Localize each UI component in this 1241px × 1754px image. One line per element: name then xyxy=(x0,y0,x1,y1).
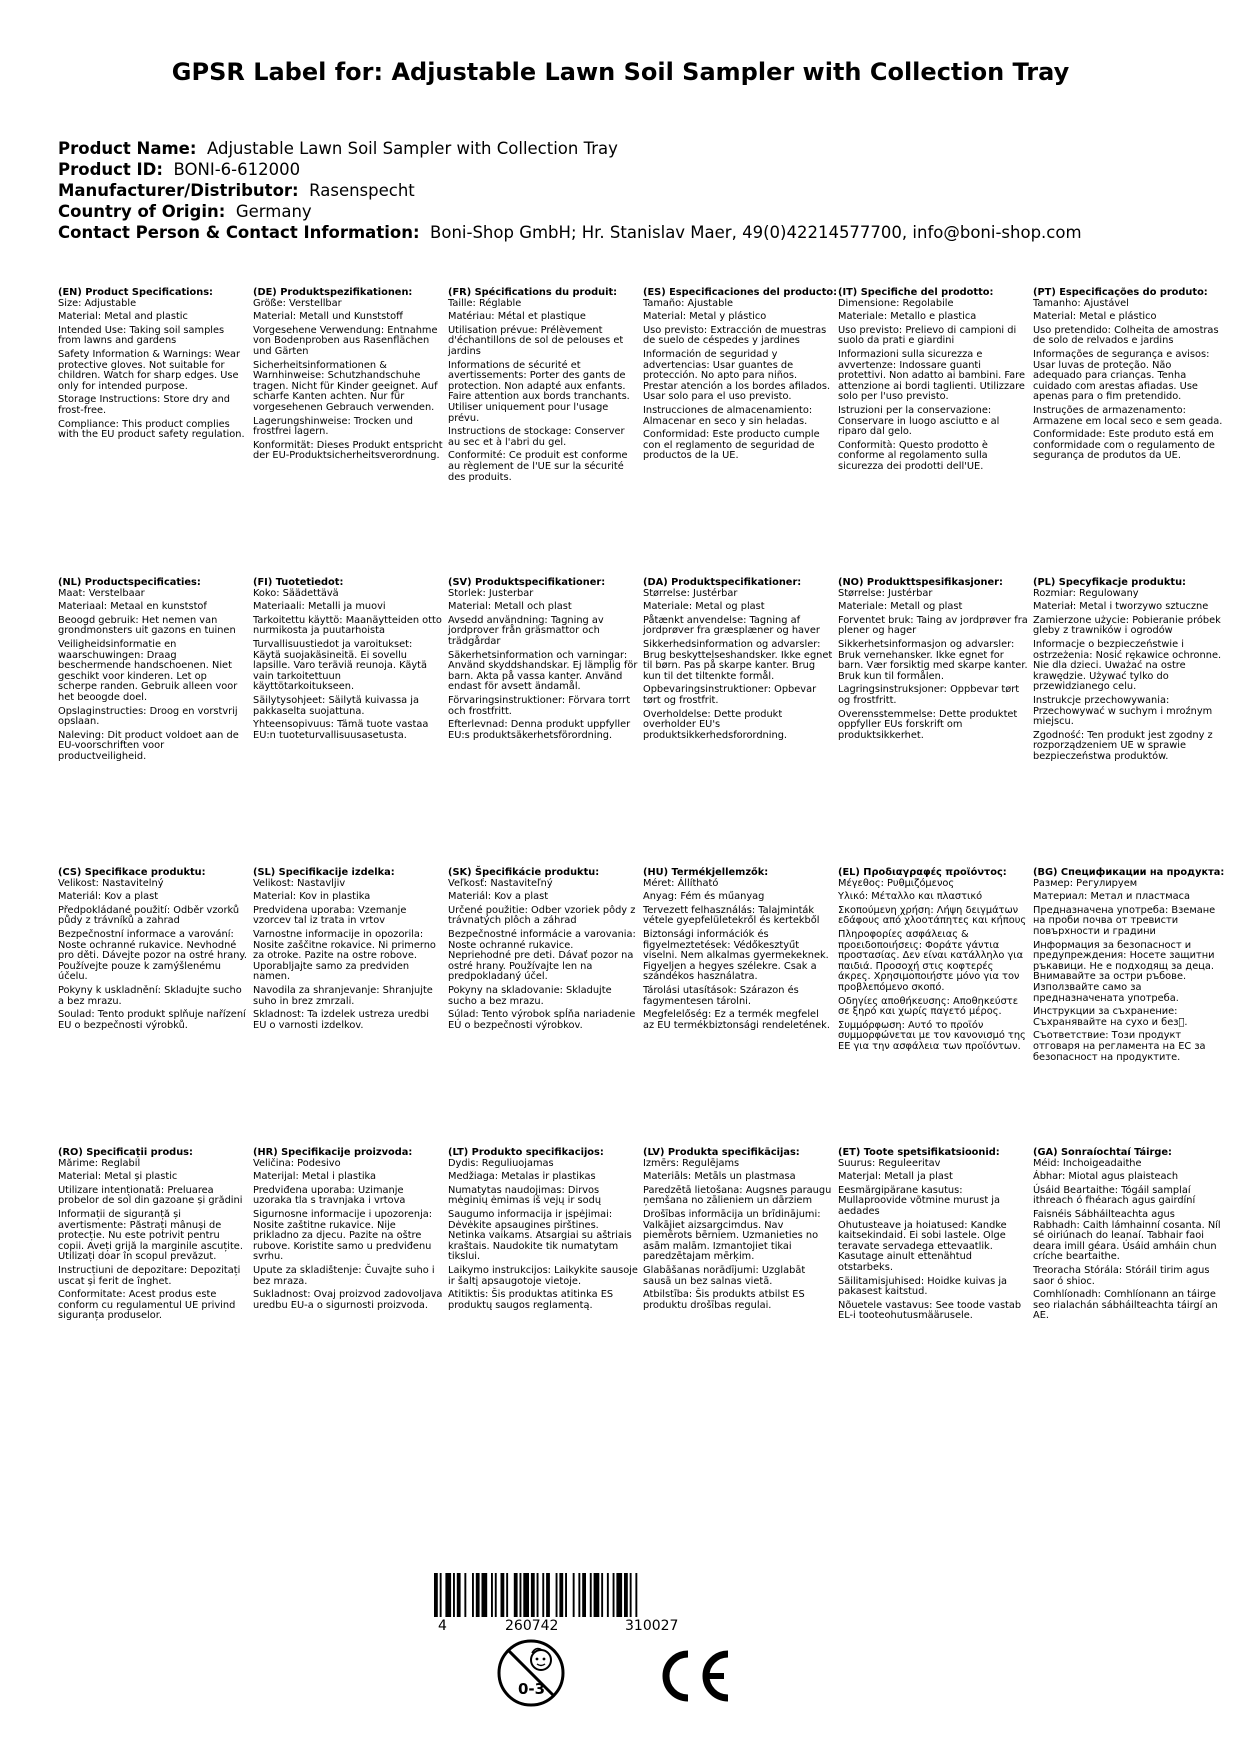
spec-line: Информация за безопасност и предупреждения: Носете защитни ръкавици. Не е подходящ за деца. Внимавайте за остри ръбове. Използвайте само за предназначената употреба. xyxy=(1033,939,1215,1004)
spec-line: Sukladnost: Ovaj proizvod zadovoljava uredbu EU-a o sigurnosti proizvoda. xyxy=(253,1289,443,1311)
spec-line: Материал: Метал и пластмаса xyxy=(1033,891,1191,903)
spec-line: Matériau: Métal et plastique xyxy=(448,311,586,323)
spec-heading: (ET) Toote spetsifikatsioonid: xyxy=(838,1147,1000,1158)
spec-line: Tamanho: Ajustável xyxy=(1033,297,1129,309)
product-id-row xyxy=(58,159,1082,180)
spec-line: Conformidad: Este producto cumple con el reglamento de seguridad de productos de la UE. xyxy=(643,429,820,462)
language-spec-block xyxy=(58,868,248,1034)
spec-line: Drošības informācija un brīdinājumi: Valkājiet aizsargcimdus. Nav piemērots bērniem. Uzmanieties no asām malām. Izmantojiet tikai paredzētajam mērķim. xyxy=(643,1208,821,1263)
spec-line: Naleving: Dit product voldoet aan de EU-voorschriften voor productveiligheid. xyxy=(58,729,239,762)
spec-line: Opslaginstructies: Droog en vorstvrij opslaan. xyxy=(58,705,238,728)
spec-line: Anyag: Fém és műanyag xyxy=(643,891,765,903)
spec-line: Storlek: Justerbar xyxy=(448,587,534,599)
spec-line: Materijal: Metal i plastika xyxy=(253,1171,377,1183)
barcode-icon xyxy=(434,1573,704,1617)
language-spec-block xyxy=(838,288,1028,476)
spec-line: Určené použitie: Odber vzoriek pôdy z trávnatých plôch a záhrad xyxy=(448,904,636,927)
language-spec-block xyxy=(448,1148,638,1314)
language-spec-block xyxy=(448,578,638,744)
spec-line: Súlad: Tento výrobok spĺňa nariadenie EÚ o bezpečnosti výrobkov. xyxy=(448,1009,636,1031)
spec-line: Informações de segurança e avisos: Usar luvas de proteção. Não adequado para crianças. Tenha cuidado com arestas afiadas. Use apenas para o fim pretendido. xyxy=(1033,348,1210,403)
spec-line: Uso previsto: Extracción de muestras de suelo de céspedes y jardines xyxy=(643,324,827,347)
spec-line: Υλικό: Μέταλλο και πλαστικό xyxy=(838,891,983,903)
spec-line: Съответствие: Този продукт отговаря на регламента на ЕС за безопасност на продуктите. xyxy=(1033,1030,1206,1063)
spec-line: Bezpečnostné informácie a varovania: Noste ochranné rukavice. Nepriehodné pre deti. Dávať pozor na ostré hrany. Používajte len na predpokladaný účel. xyxy=(448,928,636,983)
language-spec-block xyxy=(838,1148,1028,1325)
language-spec-block xyxy=(58,288,248,444)
spec-heading: (SV) Produktspecifikationer: xyxy=(448,577,606,588)
spec-line: Medžiaga: Metalas ir plastikas xyxy=(448,1171,596,1183)
spec-heading: (FR) Spécifications du produit: xyxy=(448,287,618,298)
spec-line: Informazioni sulla sicurezza e avvertenze: Indossare guanti protettivi. Non adatto ai bambini. Fare attenzione ai bordi taglienti. Utilizzare solo per l'uso previsto. xyxy=(838,348,1025,403)
spec-line: Información de seguridad y advertencias: Usar guantes de protección. No apto para niños. Prestar atención a los bordes afilados. Usar solo para el uso previsto. xyxy=(643,348,831,403)
spec-line: Numatytas naudojimas: Dirvos mėginių ėmimas iš vejų ir sodų xyxy=(448,1184,602,1207)
spec-line: Istruzioni per la conservazione: Conservare in luogo asciutto e al riparo dal gelo. xyxy=(838,404,1000,438)
spec-line: Material: Metal e plástico xyxy=(1033,311,1157,323)
manufacturer-row xyxy=(58,180,1082,201)
spec-line: Úsáid Beartaithe: Tógáil samplaí ithreach ó fhéarach agus gairdíní xyxy=(1033,1184,1196,1207)
spec-line: Utilizare intenționată: Preluarea probelor de sol din gazoane și grădini xyxy=(58,1184,243,1207)
spec-line: Vorgesehene Verwendung: Entnahme von Bodenproben aus Rasenflächen und Gärten xyxy=(253,324,438,357)
spec-line: Méret: Állítható xyxy=(643,877,719,889)
spec-heading: (BG) Спецификации на продукта: xyxy=(1033,867,1225,878)
spec-line: Turvallisuustiedot ja varoitukset: Käytä suojakäsineitä. Ei sovellu lapsille. Varo teräviä reunoja. Käytä vain tarkoitettuun käyttötarkoitukseen. xyxy=(253,638,427,693)
spec-line: Materiál: Kov a plast xyxy=(58,891,159,903)
spec-line: Säilitamisjuhised: Hoidke kuivas ja pakasest kaitstud. xyxy=(838,1275,1008,1298)
spec-line: Sicherheitsinformationen & Warnhinweise: Schutzhandschuhe tragen. Nicht für Kinder geeignet. Auf scharfe Kanten achten. Nur für vorgesehenen Gebrauch verwenden. xyxy=(253,359,438,413)
spec-line: Materiál: Kov a plast xyxy=(448,891,549,903)
spec-line: Navodila za shranjevanje: Shranjujte suho in brez zmrzali. xyxy=(253,984,433,1007)
spec-heading: (SL) Specifikacije izdelka: xyxy=(253,867,395,878)
spec-line: Μέγεθος: Ρυθμιζόμενος xyxy=(838,877,955,889)
spec-line: Dimensione: Regolabile xyxy=(838,297,954,309)
spec-line: Tárolási utasítások: Szárazon és fagymentesen tárolni. xyxy=(643,984,799,1007)
language-spec-block xyxy=(643,1148,833,1314)
contact-value: Boni-Shop GmbH; Hr. Stanislav Maer, 49(0)42214577700, info@boni-shop.com xyxy=(430,223,1082,242)
spec-line: Предназначена употреба: Вземане на проби почва от тревисти повърхности и градини xyxy=(1033,904,1216,937)
language-spec-block xyxy=(253,288,443,465)
language-spec-block xyxy=(643,287,838,465)
spec-heading: (FI) Tuotetiedot: xyxy=(253,577,344,588)
spec-line: Eesmärgipärane kasutus: Mullaproovide võtmine murust ja aedades xyxy=(838,1184,1001,1217)
spec-line: Saugumo informacija ir įspėjimai: Dėvėkite apsaugines pirštines. Netinka vaikams. Atsargiai su aštriais kraštais. Naudokite tik numatytam tikslui. xyxy=(448,1208,632,1263)
spec-line: Instrucciones de almacenamiento: Almacenar en seco y sin heladas. xyxy=(643,404,813,427)
spec-heading: (PL) Specyfikacje produktu: xyxy=(1033,577,1186,588)
language-spec-block xyxy=(253,1148,443,1314)
spec-line: Faisnéis Sábháilteachta agus Rabhadh: Caith lámhainní cosanta. Níl sé oiriúnach do leanaí. Tabhair faoi deara imill géara. Úsáid amháin chun críche beartaithe. xyxy=(1033,1208,1221,1263)
product-id-value: BONI-6-612000 xyxy=(173,160,301,179)
spec-line: Conformidade: Este produto está em conformidade com o regulamento de segurança de produtos da UE. xyxy=(1033,429,1215,462)
spec-line: Zgodność: Ten produkt jest zgodny z rozporządzeniem UE w sprawie bezpieczeństwa produktów. xyxy=(1033,729,1213,762)
spec-line: Konformität: Dieses Produkt entspricht der EU-Produktsicherheitsverordnung. xyxy=(253,439,443,462)
spec-heading: (EL) Προδιαγραφές προϊόντος: xyxy=(838,867,1007,878)
spec-line: Mărime: Reglabil xyxy=(58,1157,141,1169)
spec-line: Size: Adjustable xyxy=(58,297,137,309)
spec-line: Οδηγίες αποθήκευσης: Αποθηκεύστε σε ξηρό και χωρίς παγετό μέρος. xyxy=(838,995,1018,1018)
language-spec-block xyxy=(1033,578,1223,766)
spec-line: Conformitate: Acest produs este conform cu regulamentul UE privind siguranța produselor. xyxy=(58,1289,236,1322)
spec-line: Instrukcje przechowywania: Przechowywać w suchym i mroźnym miejscu. xyxy=(1033,694,1213,728)
spec-heading: (NL) Productspecificaties: xyxy=(58,577,201,588)
spec-heading: (HR) Specifikacije proizvoda: xyxy=(253,1147,413,1158)
spec-line: Συμμόρφωση: Αυτό το προϊόν συμμορφώνεται με τον κανονισμό της ΕΕ για την ασφάλεια των προϊόντων. xyxy=(838,1019,1026,1052)
spec-line: Materiāls: Metāls un plastmasa xyxy=(643,1171,796,1183)
language-spec-block xyxy=(253,578,443,744)
spec-line: Velikost: Nastavitelný xyxy=(58,877,164,889)
spec-line: Informations de sécurité et avertissements: Porter des gants de protection. Non adapté aux enfants. Faire attention aux bords tranchants. Utiliser uniquement pour l'usage prévu. xyxy=(448,359,630,424)
spec-line: Skladnost: Ta izdelek ustreza uredbi EU o varnosti izdelkov. xyxy=(253,1009,429,1031)
spec-line: Informacje o bezpieczeństwie i ostrzeżenia: Nosić rękawice ochronne. Nie dla dzieci. Uważać na ostre krawędzie. Używać tylko do przewidzianego celu. xyxy=(1033,638,1222,693)
spec-line: Materiale: Metallo e plastica xyxy=(838,311,977,323)
spec-line: Instruções de armazenamento: Armazene em local seco e sem geada. xyxy=(1033,404,1223,427)
language-spec-block xyxy=(838,868,1028,1056)
language-spec-block xyxy=(1033,868,1223,1066)
spec-line: Biztonsági információk és figyelmeztetések: Védőkesztyűt viselni. Nem alkalmas gyermekeknek. Figyeljen a hegyes szélekre. Csak a szándékos használatra. xyxy=(643,928,829,983)
country-row xyxy=(58,201,1082,222)
spec-line: Förvaringsinstruktioner: Förvara torrt och frostfritt. xyxy=(448,694,631,717)
ce-mark-icon xyxy=(654,1648,734,1704)
spec-line: Instructions de stockage: Conserver au sec et à l'abri du gel. xyxy=(448,426,625,448)
spec-line: Lagringsinstruksjoner: Oppbevar tørt og frostfritt. xyxy=(838,684,1020,706)
spec-line: Atitiktis: Šis produktas atitinka ES produktų saugos reglamentą. xyxy=(448,1289,614,1311)
spec-line: Påtænkt anvendelse: Tagning af jordprøver fra græsplæner og haver xyxy=(643,614,820,637)
country-value: Germany xyxy=(235,202,312,221)
spec-line: Megfelelőség: Ez a termék megfelel az EU termékbiztonsági rendeletének. xyxy=(643,1009,830,1031)
spec-line: Materiale: Metal og plast xyxy=(643,601,765,613)
spec-line: Zamierzone użycie: Pobieranie próbek gleby z trawników i ogrodów xyxy=(1033,614,1221,637)
spec-line: Ábhar: Miotal agus plaisteach xyxy=(1033,1171,1179,1183)
spec-line: Materjal: Metall ja plast xyxy=(838,1171,953,1183)
spec-line: Instrucțiuni de depozitare: Depozitați uscat și ferit de înghet. xyxy=(58,1264,241,1287)
spec-line: Predvidena uporaba: Vzemanje vzorcev tal iz trata in vrtov xyxy=(253,904,407,927)
spec-line: Soulad: Tento produkt splňuje nařízení EU o bezpečnosti výrobků. xyxy=(58,1009,246,1031)
spec-line: Varnostne informacije in opozorila: Nosite zaščitne rokavice. Ni primerno za otroke. Pazite na ostre robove. Uporabljajte samo za predviden namen. xyxy=(253,928,436,983)
spec-heading: (RO) Specificații produs: xyxy=(58,1147,193,1158)
spec-line: Paredzētā lietošana: Augsnes paraugu ņemšana no zālieniem un dārziem xyxy=(643,1184,832,1207)
spec-line: Nõuetele vastavus: See toode vastab EL-i tooteohutusmäärusele. xyxy=(838,1299,1022,1322)
spec-line: Veľkosť: Nastaviteľný xyxy=(448,877,553,889)
spec-line: Overholdelse: Dette produkt overholder EU's produktsikkerhedsforordning. xyxy=(643,708,788,741)
spec-line: Materiaal: Metaal en kunststof xyxy=(58,601,207,613)
spec-heading: (LT) Produkto specifikacijos: xyxy=(448,1147,604,1158)
language-spec-block xyxy=(643,868,833,1034)
spec-line: Overensstemmelse: Dette produktet oppfyller EUs forskrift om produktsikkerhet. xyxy=(838,708,1018,741)
product-name-value: Adjustable Lawn Soil Sampler with Collection Tray xyxy=(206,139,618,158)
language-spec-block xyxy=(643,578,833,744)
spec-heading: (NO) Produkttspesifikasjoner: xyxy=(838,577,1003,588)
spec-line: Størrelse: Justérbar xyxy=(838,587,933,599)
spec-heading: (PT) Especificações do produto: xyxy=(1033,287,1208,298)
spec-line: Materiaali: Metalli ja muovi xyxy=(253,601,386,613)
spec-line: Velikost: Nastavljiv xyxy=(253,877,346,889)
spec-heading: (IT) Specifiche del prodotto: xyxy=(838,287,994,298)
spec-line: Sigurnosne informacije i upozorenja: Nosite zaštitne rukavice. Nije prikladno za djecu. Pazite na oštre rubove. Koristite samo u predviđenu svrhu. xyxy=(253,1208,433,1263)
spec-line: Uso pretendido: Colheita de amostras de solo de relvados e jardins xyxy=(1033,324,1219,347)
age-range-label: 0-3 xyxy=(518,1680,546,1698)
spec-line: Material: Metall und Kunststoff xyxy=(253,311,403,323)
language-spec-block xyxy=(1033,288,1223,465)
spec-line: Materiał: Metal i tworzywo sztuczne xyxy=(1033,601,1209,613)
spec-heading: (EN) Product Specifications: xyxy=(58,287,213,298)
spec-line: Material: Metal and plastic xyxy=(58,311,188,323)
spec-line: Säilytysohjeet: Säilytä kuivassa ja pakkaselta suojattuna. xyxy=(253,694,420,717)
spec-heading: (LV) Produkta specifikācijas: xyxy=(643,1147,800,1158)
product-name-key: Product Name: xyxy=(58,139,197,158)
spec-line: Pokyny k uskladnění: Skladujte suchо a bez mrazu. xyxy=(58,984,242,1007)
spec-line: Glabāšanas norādījumi: Uzglabāt sausā un bez salnas vietā. xyxy=(643,1264,806,1287)
contact-row xyxy=(58,222,1082,243)
spec-line: Materiale: Metall og plast xyxy=(838,601,963,613)
spec-line: Maat: Verstelbaar xyxy=(58,587,145,599)
spec-line: Размер: Регулируем xyxy=(1033,877,1138,889)
label-title: GPSR Label for: Adjustable Lawn Soil Sampler with Collection Tray xyxy=(171,58,1070,86)
spec-line: Utilisation prévue: Prélèvement d'échantillons de sol de pelouses et jardins xyxy=(448,324,624,357)
spec-line: Taille: Réglable xyxy=(448,297,522,309)
spec-line: Lagerungshinweise: Trocken und frostfrei lagern. xyxy=(253,415,413,438)
product-name-row xyxy=(58,138,1082,159)
spec-line: Material: Metal și plastic xyxy=(58,1171,178,1183)
spec-line: Opbevaringsinstruktioner: Opbevar tørt og frostfrit. xyxy=(643,684,817,706)
spec-line: Σκοπούμενη χρήση: Λήψη δειγμάτων εδάφους από χλοοτάπητες και κήπους xyxy=(838,904,1027,927)
spec-line: Laikymo instrukcijos: Laikykite sausoje ir šaltį apsaugotoje vietoje. xyxy=(448,1264,638,1287)
spec-heading: (ES) Especificaciones del producto: xyxy=(643,287,838,298)
spec-line: Efterlevnad: Denna produkt uppfyller EU:s produktsäkerhetsförordning. xyxy=(448,719,631,741)
spec-line: Storage Instructions: Store dry and frost-free. xyxy=(58,394,230,416)
spec-line: Säkerhetsinformation och varningar: Använd skyddshandskar. Ej lämplig för barn. Akta på vassa kanter. Använd endast för avsett ändamål. xyxy=(448,649,638,693)
spec-heading: (HU) Termékjellemzők: xyxy=(643,867,769,878)
spec-line: Sikkerhetsinformasjon og advarsler: Bruk vernehansker. Ikke egnet for barn. Vær forsiktig med skarpe kanter. Bruk kun til formålen. xyxy=(838,638,1028,682)
spec-line: Conformité: Ce produit est conforme au règlement de l'UE sur la sécurité des produits. xyxy=(448,450,628,483)
language-spec-block xyxy=(1033,1148,1223,1325)
spec-line: Intended Use: Taking soil samples from lawns and gardens xyxy=(58,324,225,347)
spec-line: Compliance: This product complies with the EU product safety regulation. xyxy=(58,418,245,441)
spec-line: Koko: Säädettävä xyxy=(253,587,339,599)
spec-line: Material: Kov in plastika xyxy=(253,891,371,903)
spec-line: Tamaño: Ajustable xyxy=(643,297,734,309)
language-spec-block xyxy=(448,288,638,486)
spec-line: Yhteensopivuus: Tämä tuote vastaa EU:n tuoteturvallisuusasetusta. xyxy=(253,719,429,741)
spec-line: Инструкции за съхранение: Съхранявайте на сухо и без⃝. xyxy=(1033,1006,1188,1028)
spec-line: Suurus: Reguleeritav xyxy=(838,1157,941,1169)
spec-line: Pokyny na skladovanie: Skladujte sucho a bez mrazu. xyxy=(448,984,612,1007)
spec-line: Méid: Inchoigeadaithe xyxy=(1033,1157,1142,1169)
language-spec-block xyxy=(448,868,638,1034)
spec-line: Předpokládané použití: Odběr vzorků půdy z trávníků a zahrad xyxy=(58,904,240,927)
spec-line: Størrelse: Justérbar xyxy=(643,587,738,599)
language-spec-block xyxy=(58,578,248,766)
spec-line: Upute za skladištenje: Čuvajte suho i bez mraza. xyxy=(253,1264,435,1287)
not-for-children-0-3-icon xyxy=(496,1638,566,1708)
manufacturer-key: Manufacturer/Distributor: xyxy=(58,181,299,200)
spec-heading: (SK) Špecifikácie produktu: xyxy=(448,867,600,878)
spec-line: Sikkerhedsinformation og advarsler: Brug beskyttelseshandsker. Ikke egnet til børn. Pas på skarpe kanter. Brug kun til det tiltenkte formål. xyxy=(643,638,833,682)
spec-line: Izmērs: Regulējams xyxy=(643,1157,740,1169)
barcode-digits-left: 260742 xyxy=(505,1618,559,1634)
barcode-digit-prefix: 4 xyxy=(438,1618,447,1634)
spec-line: Dydis: Reguliuojamas xyxy=(448,1157,554,1169)
spec-line: Rozmiar: Regulowany xyxy=(1033,587,1139,599)
spec-line: Avsedd användning: Tagning av jordprover från gräsmattor och trädgårdar xyxy=(448,614,604,647)
spec-line: Tarkoitettu käyttö: Maanäytteiden otto nurmikosta ja puutarhoista xyxy=(253,614,442,637)
spec-heading: (DA) Produktspecifikationer: xyxy=(643,577,802,588)
spec-line: Πληροφορίες ασφάλειας & προειδοποιήσεις: Φοράτε γάντια προστασίας. Δεν είναι κατάλληλο για παιδιά. Προσοχή στις κοφτερές άκρες. Χρησιμοποιήστε μόνο για τον προβλεπόμενο σκοπό. xyxy=(838,928,1024,993)
spec-heading: (DE) Produktspezifikationen: xyxy=(253,287,413,298)
spec-line: Predviđena uporaba: Uzimanje uzoraka tla s travnjaka i vrtova xyxy=(253,1184,406,1207)
product-id-key: Product ID: xyxy=(58,160,163,179)
spec-line: Material: Metal y plástico xyxy=(643,311,767,323)
spec-line: Größe: Verstellbar xyxy=(253,297,342,309)
country-key: Country of Origin: xyxy=(58,202,226,221)
language-spec-block xyxy=(838,578,1028,744)
barcode-digits-right: 310027 xyxy=(625,1618,679,1634)
contact-key: Contact Person & Contact Information: xyxy=(58,223,420,242)
spec-line: Uso previsto: Prelievo di campioni di suolo da prati e giardini xyxy=(838,324,1017,347)
spec-heading: (GA) Sonraíochtaí Táirge: xyxy=(1033,1147,1172,1158)
spec-line: Informații de siguranță și avertismente: Păstrați mânuși de protecție. Nu este potrivit pentru copii. Aveți grijă la marginile ascuțite. Utilizați doar în scopul prevăzut. xyxy=(58,1208,243,1263)
spec-line: Bezpečnostní informace a varování: Noste ochranné rukavice. Nevhodné pro děti. Dávejte pozor na ostré hrany. Používejte pouze k zamýšlenému účelu. xyxy=(58,928,247,983)
spec-line: Material: Metall och plast xyxy=(448,601,572,613)
spec-line: Treoracha Stórála: Stóráil tirim agus saor ó shioc. xyxy=(1033,1264,1210,1287)
manufacturer-value: Rasenspecht xyxy=(309,181,415,200)
spec-line: Ohutusteave ja hoiatused: Kandke kaitsekindaid. Ei sobi lastele. Olge teravate servadega ettevaatlik. Kasutage ainult ettenähtud otstarbeks. xyxy=(838,1219,1007,1273)
language-spec-block xyxy=(58,1148,248,1325)
spec-heading: (CS) Specifikace produktu: xyxy=(58,867,206,878)
spec-line: Tervezett felhasználás: Talajminták vétele gyepfelületekről és kertekből xyxy=(643,904,820,927)
spec-line: Beoogd gebruik: Het nemen van grondmonsters uit gazons en tuinen xyxy=(58,614,236,637)
spec-line: Atbilstība: Šis produkts atbilst ES produktu drošības regulai. xyxy=(643,1289,805,1311)
spec-line: Forventet bruk: Taing av jordprøver fra plener og hager xyxy=(838,614,1028,637)
spec-line: Comhlíonadh: Comhlíonann an táirge seo rialachán sábháilteachta táirgí an AE. xyxy=(1033,1289,1218,1322)
spec-line: Veličina: Podesivo xyxy=(253,1157,341,1169)
language-spec-block xyxy=(253,868,443,1034)
product-info xyxy=(58,138,1082,243)
spec-line: Safety Information & Warnings: Wear protective gloves. Not suitable for children. Watch for sharp edges. Use only for intended purpose. xyxy=(58,348,240,392)
spec-line: Veiligheidsinformatie en waarschuwingen: Draag beschermende handschoenen. Niet geschikt voor kinderen. Let op scherpe randen. Gebruik alleen voor het beoogde doel. xyxy=(58,638,238,703)
spec-line: Conformità: Questo prodotto è conforme al regolamento sulla sicurezza dei prodotti dell'UE. xyxy=(838,439,988,472)
